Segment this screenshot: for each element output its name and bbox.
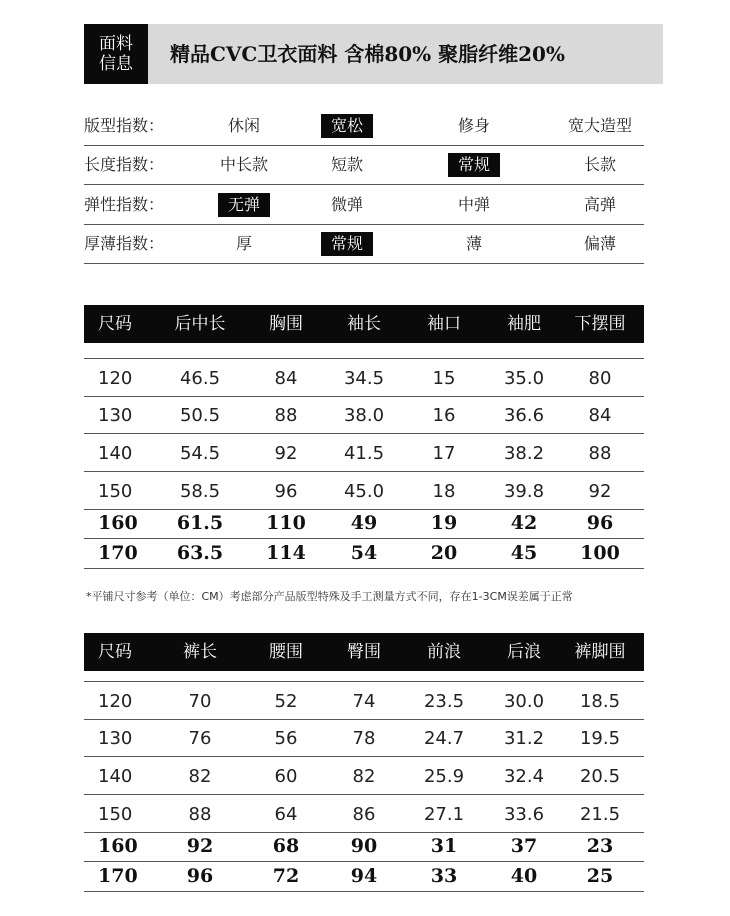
index-option: 薄 [465, 234, 483, 253]
index-label: 版型指数： [84, 116, 165, 135]
table-row [84, 434, 644, 472]
table-cell: 25 [586, 865, 614, 887]
table-cell: 40 [510, 865, 538, 887]
table-cell: 88 [188, 804, 212, 825]
table-cell: 84 [588, 405, 612, 426]
table-cell: 150 [98, 481, 133, 502]
table-row [84, 757, 644, 795]
table-cell: 21.5 [579, 804, 621, 825]
index-label: 弹性指数： [84, 195, 165, 214]
column-header: 裤脚围 [574, 642, 626, 662]
badge-line-1: 面料 [99, 34, 133, 54]
table-cell: 130 [98, 728, 133, 749]
table-cell: 140 [98, 443, 133, 464]
table-row [84, 795, 644, 833]
table-cell: 76 [188, 728, 212, 749]
column-header: 袖口 [427, 314, 461, 334]
table-row [84, 472, 644, 510]
index-option-selected: 无弹 [218, 193, 270, 217]
table-header-row [84, 305, 644, 343]
table-cell: 160 [98, 835, 138, 857]
table-cell: 64 [274, 804, 298, 825]
table-cell: 92 [274, 443, 298, 464]
table-cell: 100 [580, 542, 620, 564]
index-row [84, 146, 644, 185]
table-cell: 18.5 [579, 691, 621, 712]
table-cell: 33 [430, 865, 458, 887]
index-option: 偏薄 [583, 234, 617, 253]
table-cell: 88 [274, 405, 298, 426]
table-cell: 33.6 [503, 804, 545, 825]
table-cell: 88 [588, 443, 612, 464]
index-row [84, 186, 644, 225]
column-header: 下摆围 [574, 314, 626, 334]
column-header: 后浪 [507, 642, 541, 662]
column-header: 尺码 [98, 642, 132, 662]
table-cell: 34.5 [343, 368, 385, 389]
table-row [84, 861, 644, 892]
table-row [84, 358, 644, 397]
table-cell: 52 [274, 691, 298, 712]
table-cell: 96 [586, 512, 614, 534]
index-option: 长款 [583, 155, 617, 174]
index-label: 长度指数： [84, 155, 165, 174]
table-cell: 35.0 [503, 368, 545, 389]
table-cell: 17 [432, 443, 456, 464]
index-option: 微弹 [330, 195, 364, 214]
table-cell: 84 [274, 368, 298, 389]
table-cell: 25.9 [423, 766, 465, 787]
column-header: 胸围 [269, 314, 303, 334]
table-cell: 120 [98, 368, 133, 389]
index-option-selected: 宽松 [321, 114, 373, 138]
table-cell: 72 [272, 865, 300, 887]
table-cell: 78 [352, 728, 376, 749]
table-cell: 46.5 [179, 368, 221, 389]
table-cell: 80 [588, 368, 612, 389]
badge-line-2: 信息 [99, 54, 133, 74]
column-header: 前浪 [427, 642, 461, 662]
table-cell: 170 [98, 865, 138, 887]
table-cell: 42 [510, 512, 538, 534]
index-option: 休闲 [227, 116, 261, 135]
table-cell: 74 [352, 691, 376, 712]
table-cell: 110 [266, 512, 306, 534]
index-option-selected: 常规 [321, 232, 373, 256]
table-cell: 150 [98, 804, 133, 825]
table-cell: 19.5 [579, 728, 621, 749]
table-cell: 56 [274, 728, 298, 749]
index-option: 中长款 [219, 155, 269, 174]
table-cell: 38.2 [503, 443, 545, 464]
table-cell: 114 [266, 542, 306, 564]
table-cell: 24.7 [423, 728, 465, 749]
column-header: 袖长 [347, 314, 381, 334]
table-cell: 68 [272, 835, 300, 857]
table-cell: 31 [430, 835, 458, 857]
column-header: 后中长 [174, 314, 226, 334]
column-header: 袖肥 [507, 314, 541, 334]
table-cell: 86 [352, 804, 376, 825]
table-row [84, 681, 644, 720]
table-row [84, 719, 644, 757]
table-cell: 96 [274, 481, 298, 502]
table-cell: 18 [432, 481, 456, 502]
table-cell: 70 [188, 691, 212, 712]
table-cell: 41.5 [343, 443, 385, 464]
column-header: 尺码 [98, 314, 132, 334]
table-cell: 54 [350, 542, 378, 564]
table-cell: 20 [430, 542, 458, 564]
column-header: 裤长 [183, 642, 217, 662]
index-option: 高弹 [583, 195, 617, 214]
table-cell: 20.5 [579, 766, 621, 787]
table-cell: 58.5 [179, 481, 221, 502]
fabric-info-badge [84, 24, 148, 84]
index-label: 厚薄指数： [84, 234, 165, 253]
table-cell: 15 [432, 368, 456, 389]
table-cell: 130 [98, 405, 133, 426]
table-cell: 120 [98, 691, 133, 712]
index-option: 宽大造型 [567, 116, 633, 135]
table-cell: 60 [274, 766, 298, 787]
table-cell: 96 [186, 865, 214, 887]
table-cell: 37 [510, 835, 538, 857]
index-option-selected: 常规 [448, 153, 500, 177]
measurement-note: *平铺尺寸参考（单位：CM）考虑部分产品版型特殊及手工测量方式不同，存在1-3CM误差属于正常 [86, 590, 573, 603]
table-cell: 27.1 [423, 804, 465, 825]
fabric-info-banner [84, 24, 663, 84]
table-cell: 94 [350, 865, 378, 887]
table-cell: 160 [98, 512, 138, 534]
table-cell: 23.5 [423, 691, 465, 712]
table-row [84, 831, 644, 862]
table-row [84, 538, 644, 569]
index-option: 修身 [457, 116, 491, 135]
table-cell: 31.2 [503, 728, 545, 749]
table-cell: 92 [588, 481, 612, 502]
table-cell: 38.0 [343, 405, 385, 426]
column-header: 臀围 [347, 642, 381, 662]
index-option: 短款 [330, 155, 364, 174]
table-row [84, 508, 644, 539]
table-cell: 19 [430, 512, 458, 534]
table-cell: 63.5 [176, 542, 224, 564]
table-header-row [84, 633, 644, 671]
index-option: 厚 [235, 234, 253, 253]
index-row [84, 225, 644, 264]
table-cell: 36.6 [503, 405, 545, 426]
table-cell: 61.5 [176, 512, 224, 534]
table-cell: 82 [188, 766, 212, 787]
column-header: 腰围 [269, 642, 303, 662]
table-cell: 170 [98, 542, 138, 564]
table-cell: 54.5 [179, 443, 221, 464]
table-cell: 92 [186, 835, 214, 857]
table-cell: 45 [510, 542, 538, 564]
table-cell: 23 [586, 835, 614, 857]
table-cell: 32.4 [503, 766, 545, 787]
index-option: 中弹 [457, 195, 491, 214]
table-cell: 45.0 [343, 481, 385, 502]
table-cell: 30.0 [503, 691, 545, 712]
table-cell: 140 [98, 766, 133, 787]
table-cell: 82 [352, 766, 376, 787]
table-cell: 90 [350, 835, 378, 857]
fabric-composition-title: 精品CVC卫衣面料 含棉80% 聚脂纤维20% [170, 42, 565, 66]
table-cell: 49 [350, 512, 378, 534]
table-cell: 39.8 [503, 481, 545, 502]
index-row [84, 107, 644, 146]
table-row [84, 396, 644, 434]
table-cell: 50.5 [179, 405, 221, 426]
table-cell: 16 [432, 405, 456, 426]
